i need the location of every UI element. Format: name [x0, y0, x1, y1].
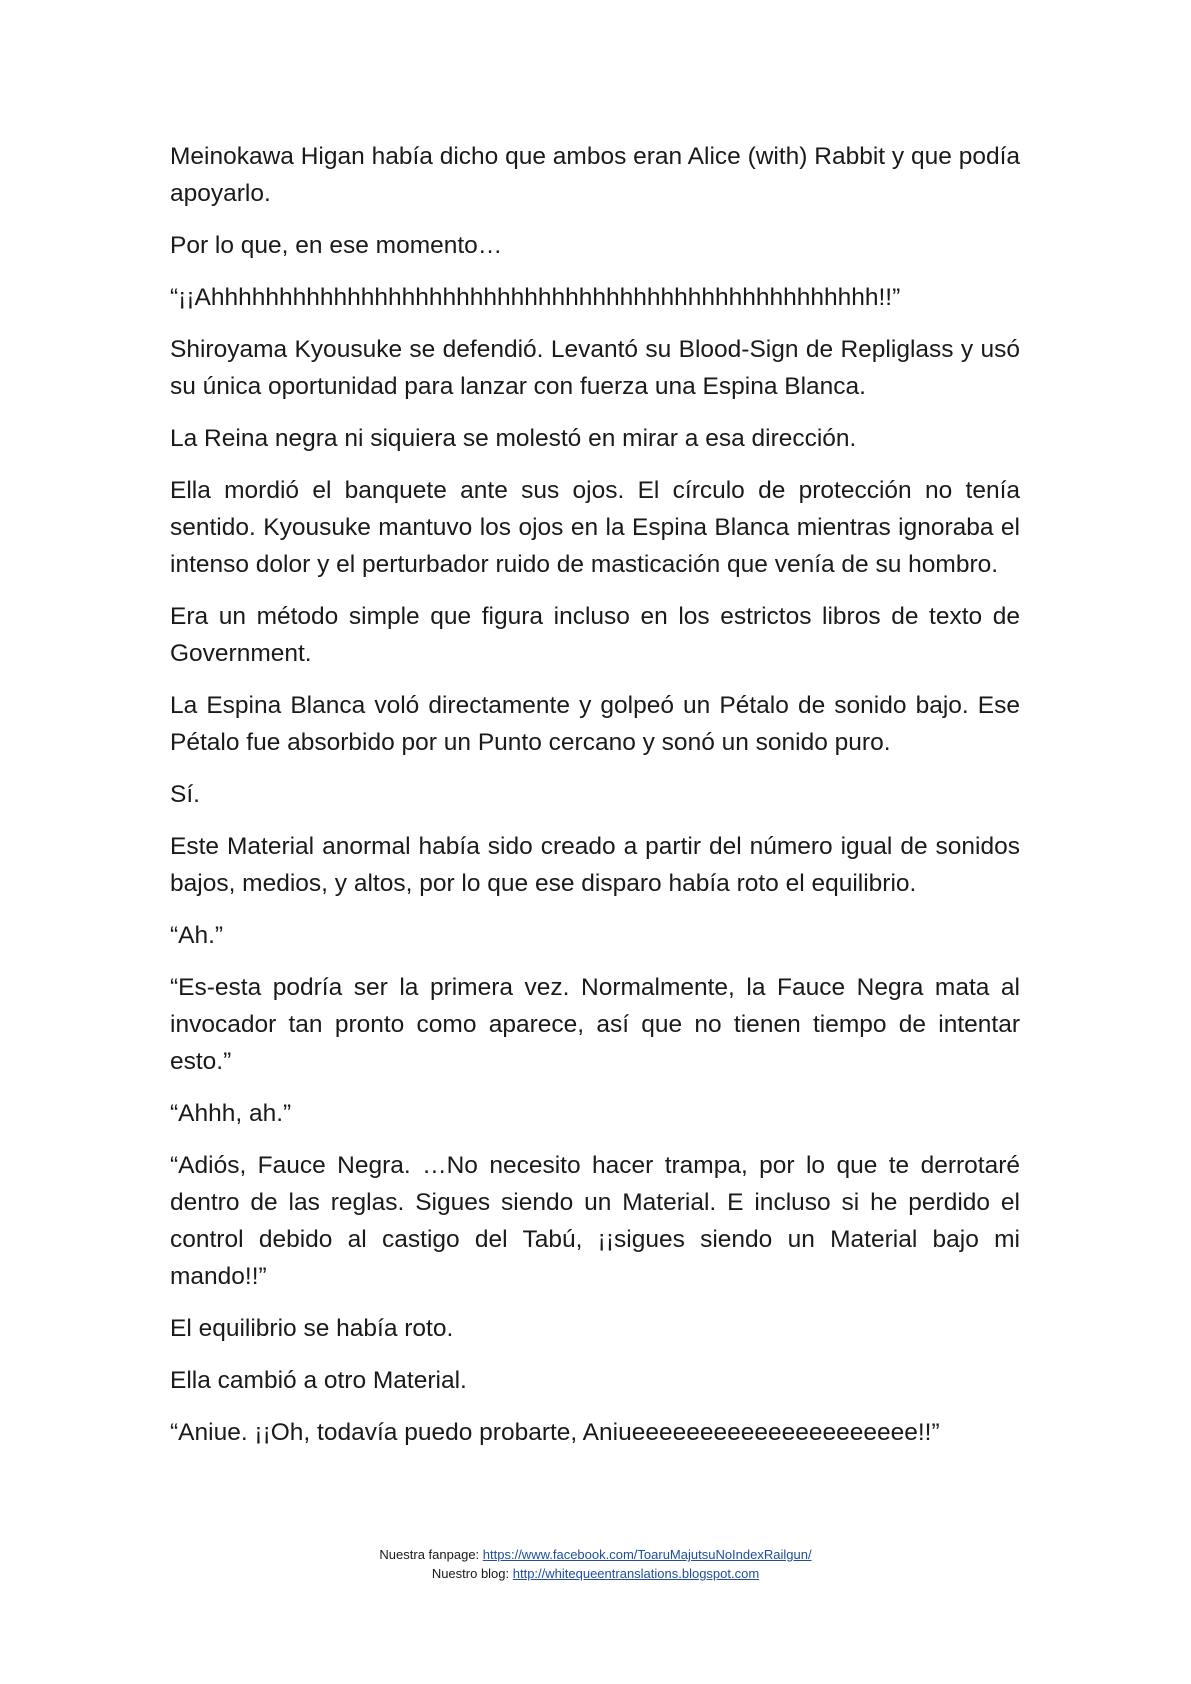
paragraph: La Reina negra ni siquiera se molestó en mirar a esa dirección.: [170, 425, 857, 452]
blog-link[interactable]: http://whitequeentranslations.blogspot.com: [512, 1566, 760, 1581]
footer-fanpage-line: [0, 1545, 1191, 1564]
paragraph: Shiroyama Kyousuke se defendió. Levantó su Blood-Sign de Repliglass y usó su única oportunidad para lanzar con fuerza una Espina Blanca.: [170, 336, 1020, 400]
body-text: [170, 138, 1020, 1466]
fanpage-link[interactable]: https://www.facebook.com/ToaruMajutsuNoIndexRailgun/: [482, 1547, 812, 1562]
page-footer: [0, 1545, 1191, 1583]
footer-blog-line: [0, 1564, 1191, 1583]
paragraph: Sí.: [170, 781, 200, 808]
paragraph: Este Material anormal había sido creado a partir del número igual de sonidos bajos, medios, y altos, por lo que ese disparo había roto el equilibrio.: [170, 833, 1020, 897]
paragraph: Meinokawa Higan había dicho que ambos eran Alice (with) Rabbit y que podía apoyarlo.: [170, 143, 1020, 207]
paragraph: “Ah.”: [170, 922, 224, 949]
paragraph: “Ahhh, ah.”: [170, 1100, 292, 1127]
paragraph: Por lo que, en ese momento…: [170, 232, 503, 259]
paragraph: “Aniue. ¡¡Oh, todavía puedo probarte, Aniueeeeeeeeeeeeeeeeeeeee!!”: [170, 1419, 940, 1446]
paragraph: “Adiós, Fauce Negra. …No necesito hacer trampa, por lo que te derrotaré dentro de las reglas. Sigues siendo un Material. E incluso si he perdido el control debido al castigo del Tabú, ¡¡sigues siendo un Material bajo mi mando!!”: [170, 1152, 1020, 1290]
paragraph: “Es-esta podría ser la primera vez. Normalmente, la Fauce Negra mata al invocador tan pronto como aparece, así que no tienen tiempo de intentar esto.”: [170, 974, 1020, 1075]
paragraph: Ella mordió el banquete ante sus ojos. El círculo de protección no tenía sentido. Kyousuke mantuvo los ojos en la Espina Blanca mientras ignoraba el intenso dolor y el perturbador ruido de masticación que venía de su hombro.: [170, 477, 1020, 578]
paragraph: Ella cambió a otro Material.: [170, 1367, 467, 1394]
footer-blog-label: Nuestro blog:: [431, 1566, 513, 1581]
paragraph: Era un método simple que figura incluso en los estrictos libros de texto de Government.: [170, 603, 1020, 667]
footer-fanpage-label: Nuestra fanpage:: [379, 1547, 483, 1562]
paragraph: La Espina Blanca voló directamente y golpeó un Pétalo de sonido bajo. Ese Pétalo fue absorbido por un Punto cercano y sonó un sonido puro.: [170, 692, 1020, 756]
paragraph: El equilibrio se había roto.: [170, 1315, 454, 1342]
paragraph: “¡¡Ahhhhhhhhhhhhhhhhhhhhhhhhhhhhhhhhhhhhhhhhhhhhhhhhh!!”: [170, 284, 901, 311]
